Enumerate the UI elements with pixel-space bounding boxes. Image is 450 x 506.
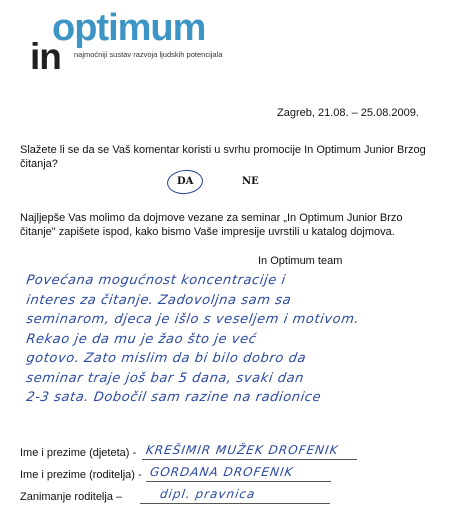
handwritten-feedback	[26, 273, 436, 410]
parent-name-underline	[146, 481, 331, 482]
handwritten-line: interes za čitanje. Zadovoljna sam sa	[25, 292, 293, 308]
consent-question: Slažete li se da se Vaš komentar koristi u svrhu promocije In Optimum Junior Brzog čitanja?	[20, 144, 426, 170]
child-name-value[interactable]: KREŠIMIR MUŽEK DROFENIK	[145, 443, 340, 457]
occupation-value[interactable]: dipl. pravnica	[159, 487, 257, 501]
optimum-logo	[30, 7, 230, 77]
child-name-underline	[142, 459, 357, 460]
parent-name-label: Ime i prezime (roditelja) -	[20, 469, 142, 481]
child-name-label: Ime i prezime (djeteta) -	[20, 447, 137, 459]
date-line: Zagreb, 21.08. – 25.08.2009.	[277, 107, 419, 119]
occupation-label: Zanimanje roditelja –	[20, 491, 123, 503]
logo-wordmark: optimum	[52, 7, 206, 49]
handwritten-line: 2-3 sata. Dobočil sam razine na radionice	[25, 390, 323, 405]
no-choice[interactable]: NE	[242, 176, 259, 187]
logo-tagline: najmoćniji sustav razvoja ljudskih potencijala	[74, 50, 223, 59]
parent-name-row	[20, 465, 295, 481]
handwritten-line: Rekao je da mu je žao što je već	[25, 331, 258, 347]
handwritten-line: gotovo. Zato mislim da bi bilo dobro da	[25, 351, 308, 366]
handwritten-line: seminarom, djeca je išlo s veseljem i motivom.	[25, 312, 361, 327]
handwritten-line: Povećana mogućnost koncentracije i	[25, 273, 287, 288]
team-signoff: In Optimum team	[258, 255, 343, 267]
occupation-row	[20, 487, 257, 503]
feedback-request: Najljepše Vas molimo da dojmove vezane za seminar „In Optimum Junior Brzo čitanje" zapišete ispod, kako bismo Vaše impresije uvrstili u katalog dojmova.	[20, 212, 403, 238]
parent-name-value[interactable]: GORDANA DROFENIK	[149, 465, 295, 479]
logo-in-text: in	[30, 36, 61, 77]
handwritten-line: seminar traje još bar 5 dana, svaki dan	[25, 370, 306, 386]
yes-choice[interactable]: DA	[177, 176, 194, 187]
child-name-row	[20, 443, 340, 459]
occupation-underline	[140, 503, 330, 504]
